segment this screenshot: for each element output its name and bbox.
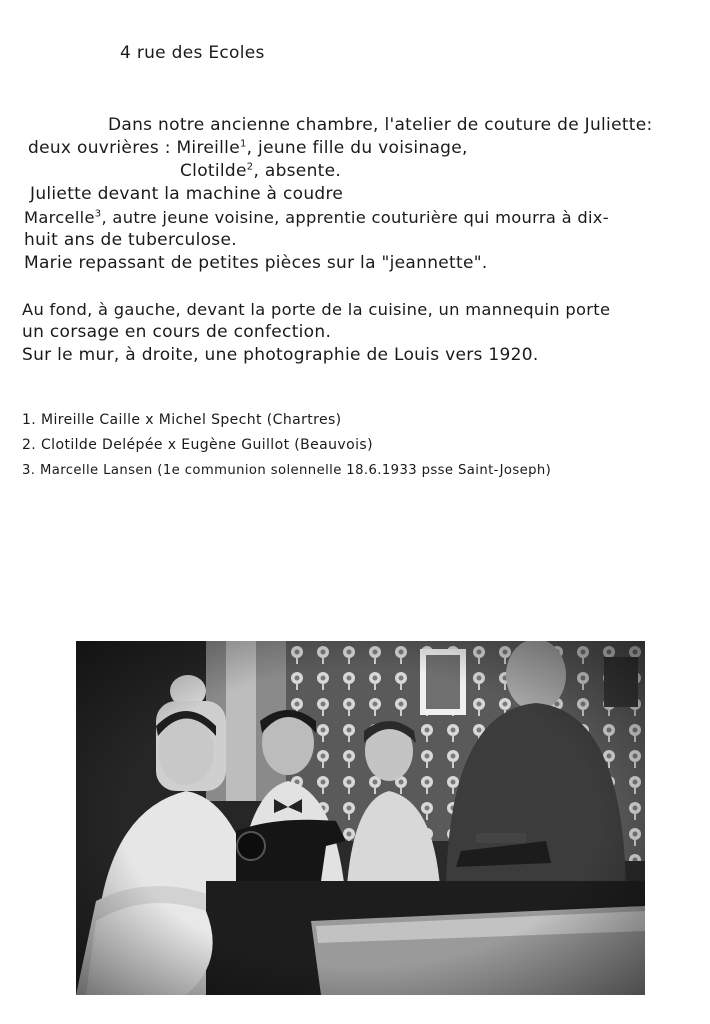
caption-line: Juliette devant la machine à coudre [30, 184, 344, 204]
footnote-ref: 2 [246, 161, 254, 173]
caption-line [24, 206, 609, 229]
caption-line [180, 160, 341, 183]
caption-text: , autre jeune voisine, apprentie couturière qui mourra à dix- [101, 208, 609, 227]
caption-text: Clotilde [180, 161, 247, 181]
footnote-item: 3. Marcelle Lansen (1e communion solennelle 18.6.1933 psse Saint-Joseph) [22, 463, 552, 478]
caption-text: deux ouvrières : Mireille [28, 138, 240, 158]
footnote-item: 2. Clotilde Delépée x Eugène Guillot (Beauvois) [22, 437, 373, 453]
caption-line: Dans notre ancienne chambre, l'atelier de couture de Juliette: [108, 115, 653, 135]
footnote-ref: 1 [239, 138, 247, 150]
caption-text: , jeune fille du voisinage, [246, 138, 468, 158]
footnote-ref: 3 [94, 208, 102, 220]
caption-line: huit ans de tuberculose. [24, 230, 237, 250]
caption-line [28, 137, 468, 160]
footnote-item: 1. Mireille Caille x Michel Specht (Chartres) [22, 412, 342, 428]
caption-text: , absente. [253, 161, 342, 181]
caption-line: Marie repassant de petites pièces sur la "jeannette". [24, 253, 488, 273]
caption-line: un corsage en cours de confection. [22, 322, 332, 342]
caption-line: Sur le mur, à droite, une photographie de Louis vers 1920. [22, 345, 539, 365]
page-heading: 4 rue des Ecoles [120, 43, 265, 63]
workshop-photograph [76, 641, 645, 995]
caption-text: Marcelle [24, 208, 95, 227]
caption-line: Au fond, à gauche, devant la porte de la cuisine, un mannequin porte [22, 300, 611, 319]
